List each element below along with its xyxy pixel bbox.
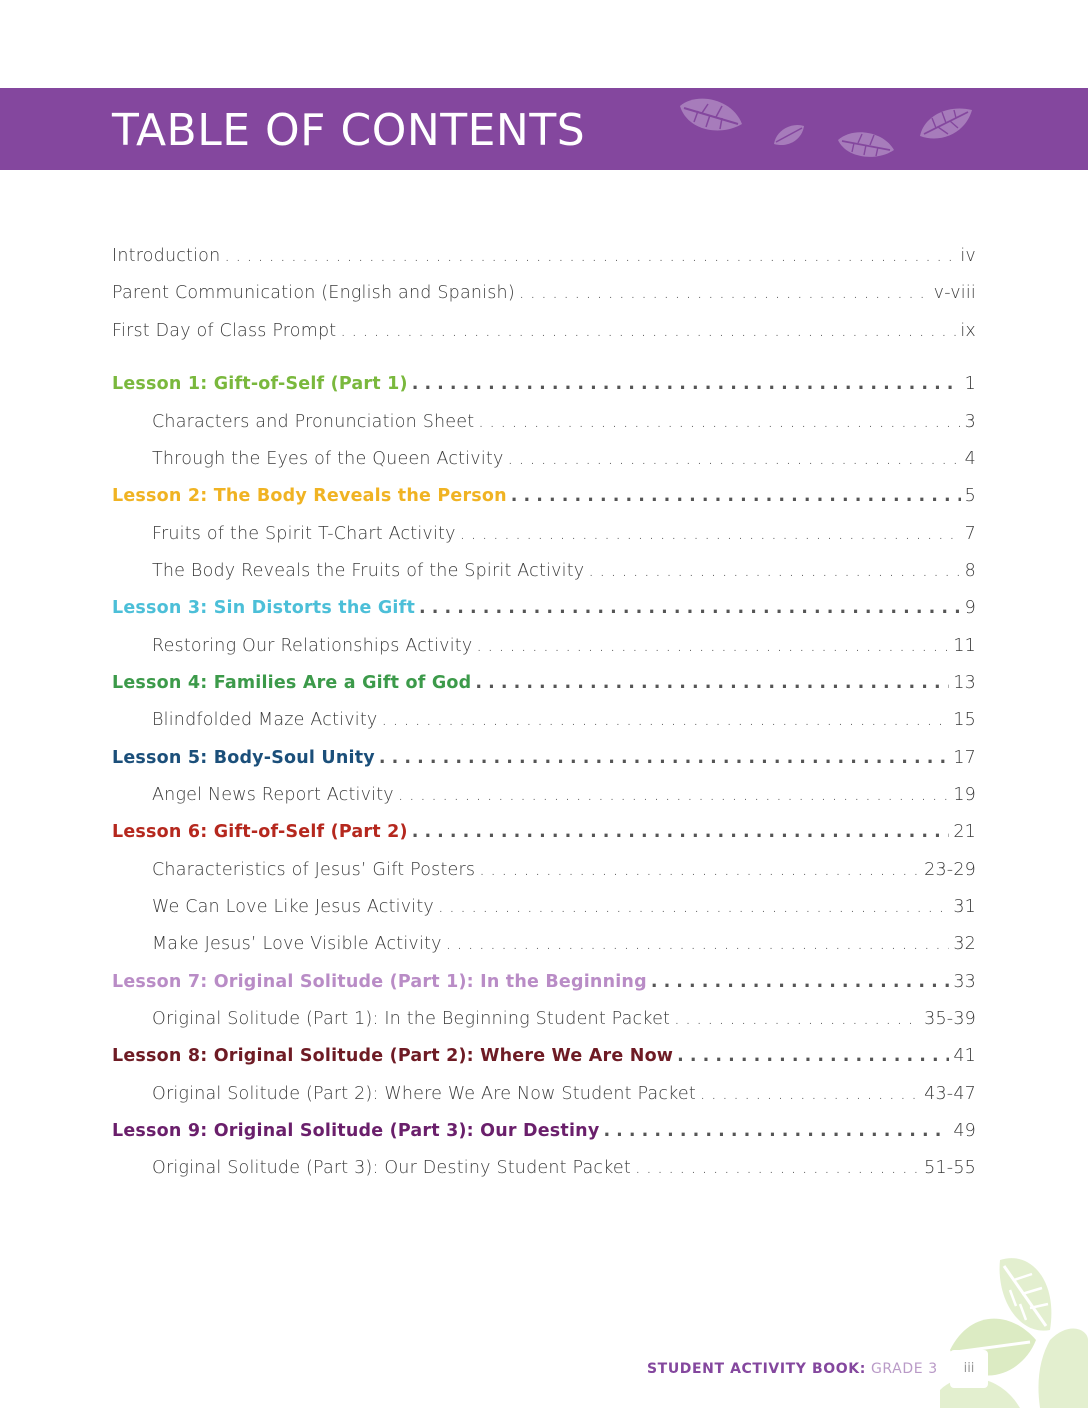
toc-subentry-row[interactable]: [152, 1009, 976, 1035]
toc-entry-title: Angel News Report Activity: [152, 785, 394, 805]
toc-entry-row[interactable]: [112, 283, 976, 309]
toc-entry-title: Introduction: [112, 246, 221, 266]
toc-page-number: 23-29: [924, 860, 976, 880]
dot-leader: [508, 449, 961, 469]
toc-page-number: 13: [953, 673, 976, 693]
toc-lesson-row[interactable]: [112, 822, 976, 848]
toc-page-number: 4: [964, 449, 976, 469]
toc-entry-row[interactable]: [112, 321, 976, 347]
toc-page-number: 9: [964, 598, 976, 618]
page-title: TABLE OF CONTENTS: [112, 105, 586, 156]
toc-page-number: 15: [953, 710, 976, 730]
toc-entry-title: Lesson 6: Gift-of-Self (Part 2): [112, 822, 408, 842]
footer-title: [647, 1361, 938, 1377]
footer-book-label: STUDENT ACTIVITY BOOK:: [647, 1361, 866, 1377]
toc-lesson-row[interactable]: [112, 374, 976, 400]
toc-entry-title: Lesson 4: Families Are a Gift of God: [112, 673, 472, 693]
toc-entry-row[interactable]: [112, 246, 976, 272]
toc-page-number: 19: [953, 785, 976, 805]
toc-page-number: 33: [953, 972, 976, 992]
footer-grade-label: GRADE 3: [865, 1361, 938, 1377]
dot-leader: [603, 1121, 949, 1141]
toc-entry-title: The Body Reveals the Fruits of the Spirit Activity: [152, 561, 585, 581]
toc-lesson-row[interactable]: [112, 1121, 976, 1147]
dot-leader: [446, 934, 950, 954]
toc-page-number: 21: [953, 822, 976, 842]
toc-entry-title: Original Solitude (Part 1): In the Beginning Student Packet: [152, 1009, 671, 1029]
page-number: iii: [950, 1350, 988, 1388]
dot-leader: [379, 748, 949, 768]
toc-subentry-row[interactable]: [152, 897, 976, 923]
dot-leader: [475, 673, 949, 693]
dot-leader: [381, 710, 949, 730]
toc-entry-title: Make Jesus’ Love Visible Activity: [152, 934, 442, 954]
dot-leader: [412, 822, 950, 842]
toc-page-number: iv: [960, 246, 976, 266]
toc-page-number: 35-39: [924, 1009, 976, 1029]
dot-leader: [460, 524, 961, 544]
toc-entry-title: Lesson 8: Original Solitude (Part 2): Where We Are Now: [112, 1046, 674, 1066]
toc-entry-title: Lesson 1: Gift-of-Self (Part 1): [112, 374, 408, 394]
toc-entry-title: First Day of Class Prompt: [112, 321, 337, 341]
dot-leader: [674, 1009, 920, 1029]
toc-lesson-row[interactable]: [112, 748, 976, 774]
dot-leader: [419, 598, 961, 618]
toc-lesson-row[interactable]: [112, 1046, 976, 1072]
dot-leader: [519, 283, 930, 303]
toc-subentry-row[interactable]: [152, 710, 976, 736]
toc-entry-title: Characteristics of Jesus’ Gift Posters: [152, 860, 476, 880]
toc-page-number: 49: [953, 1121, 976, 1141]
leaf-icon: [772, 122, 806, 148]
dot-leader: [700, 1084, 920, 1104]
dot-leader: [340, 321, 956, 341]
dot-leader: [412, 374, 961, 394]
toc-subentry-row[interactable]: [152, 524, 976, 550]
dot-leader: [398, 785, 950, 805]
toc-page-number: v-viii: [933, 283, 976, 303]
toc-lesson-row[interactable]: [112, 972, 976, 998]
toc-entry-title: Original Solitude (Part 2): Where We Are Now Student Packet: [152, 1084, 696, 1104]
toc-subentry-row[interactable]: [152, 860, 976, 886]
toc-page-number: 8: [964, 561, 976, 581]
dot-leader: [476, 636, 949, 656]
toc-lesson-row[interactable]: [112, 673, 976, 699]
toc-entry-title: We Can Love Like Jesus Activity: [152, 897, 434, 917]
dot-leader: [478, 412, 960, 432]
toc-page-number: 1: [964, 374, 976, 394]
toc-subentry-row[interactable]: [152, 1084, 976, 1110]
toc-page-number: 17: [953, 748, 976, 768]
toc-entry-title: Fruits of the Spirit T-Chart Activity: [152, 524, 456, 544]
toc-entry-title: Parent Communication (English and Spanish): [112, 283, 515, 303]
toc-entry-title: Lesson 2: The Body Reveals the Person: [112, 486, 507, 506]
toc-subentry-row[interactable]: [152, 449, 976, 475]
dot-leader: [511, 486, 961, 506]
toc-entry-title: Restoring Our Relationships Activity: [152, 636, 473, 656]
toc-page-number: 31: [953, 897, 976, 917]
dot-leader: [635, 1158, 920, 1178]
toc-entry-title: Lesson 7: Original Solitude (Part 1): In the Beginning: [112, 972, 647, 992]
toc-page-number: ix: [960, 321, 976, 341]
leaf-icon: [918, 104, 974, 144]
dot-leader: [588, 561, 960, 581]
toc-subentry-row[interactable]: [152, 1158, 976, 1184]
toc-subentry-row[interactable]: [152, 636, 976, 662]
toc-lesson-row[interactable]: [112, 486, 976, 512]
dot-leader: [479, 860, 920, 880]
toc-page-number: 3: [964, 412, 976, 432]
toc-page-number: 41: [953, 1046, 976, 1066]
dot-leader: [651, 972, 950, 992]
dot-leader: [224, 246, 956, 266]
toc-page-number: 51-55: [924, 1158, 976, 1178]
toc-entry-title: Lesson 3: Sin Distorts the Gift: [112, 598, 416, 618]
toc-entry-title: Lesson 9: Original Solitude (Part 3): Our Destiny: [112, 1121, 600, 1141]
toc-page-number: 32: [953, 934, 976, 954]
toc-entry-title: Characters and Pronunciation Sheet: [152, 412, 475, 432]
toc-subentry-row[interactable]: [152, 412, 976, 438]
toc-entry-title: Lesson 5: Body-Soul Unity: [112, 748, 375, 768]
toc-lesson-row[interactable]: [112, 598, 976, 624]
dot-leader: [677, 1046, 949, 1066]
leaf-icon: [836, 126, 896, 162]
toc-subentry-row[interactable]: [152, 785, 976, 811]
toc-page-number: 11: [953, 636, 976, 656]
toc-entry-title: Through the Eyes of the Queen Activity: [152, 449, 504, 469]
toc-page-number: 5: [964, 486, 976, 506]
toc-page-number: 43-47: [924, 1084, 976, 1104]
toc-entry-title: Original Solitude (Part 3): Our Destiny Student Packet: [152, 1158, 631, 1178]
dot-leader: [438, 897, 949, 917]
toc-subentry-row[interactable]: [152, 561, 976, 587]
leaf-icon: [676, 94, 746, 138]
toc-entry-title: Blindfolded Maze Activity: [152, 710, 378, 730]
toc-page-number: 7: [964, 524, 976, 544]
header-banner: [0, 88, 1088, 170]
toc-subentry-row[interactable]: [152, 934, 976, 960]
